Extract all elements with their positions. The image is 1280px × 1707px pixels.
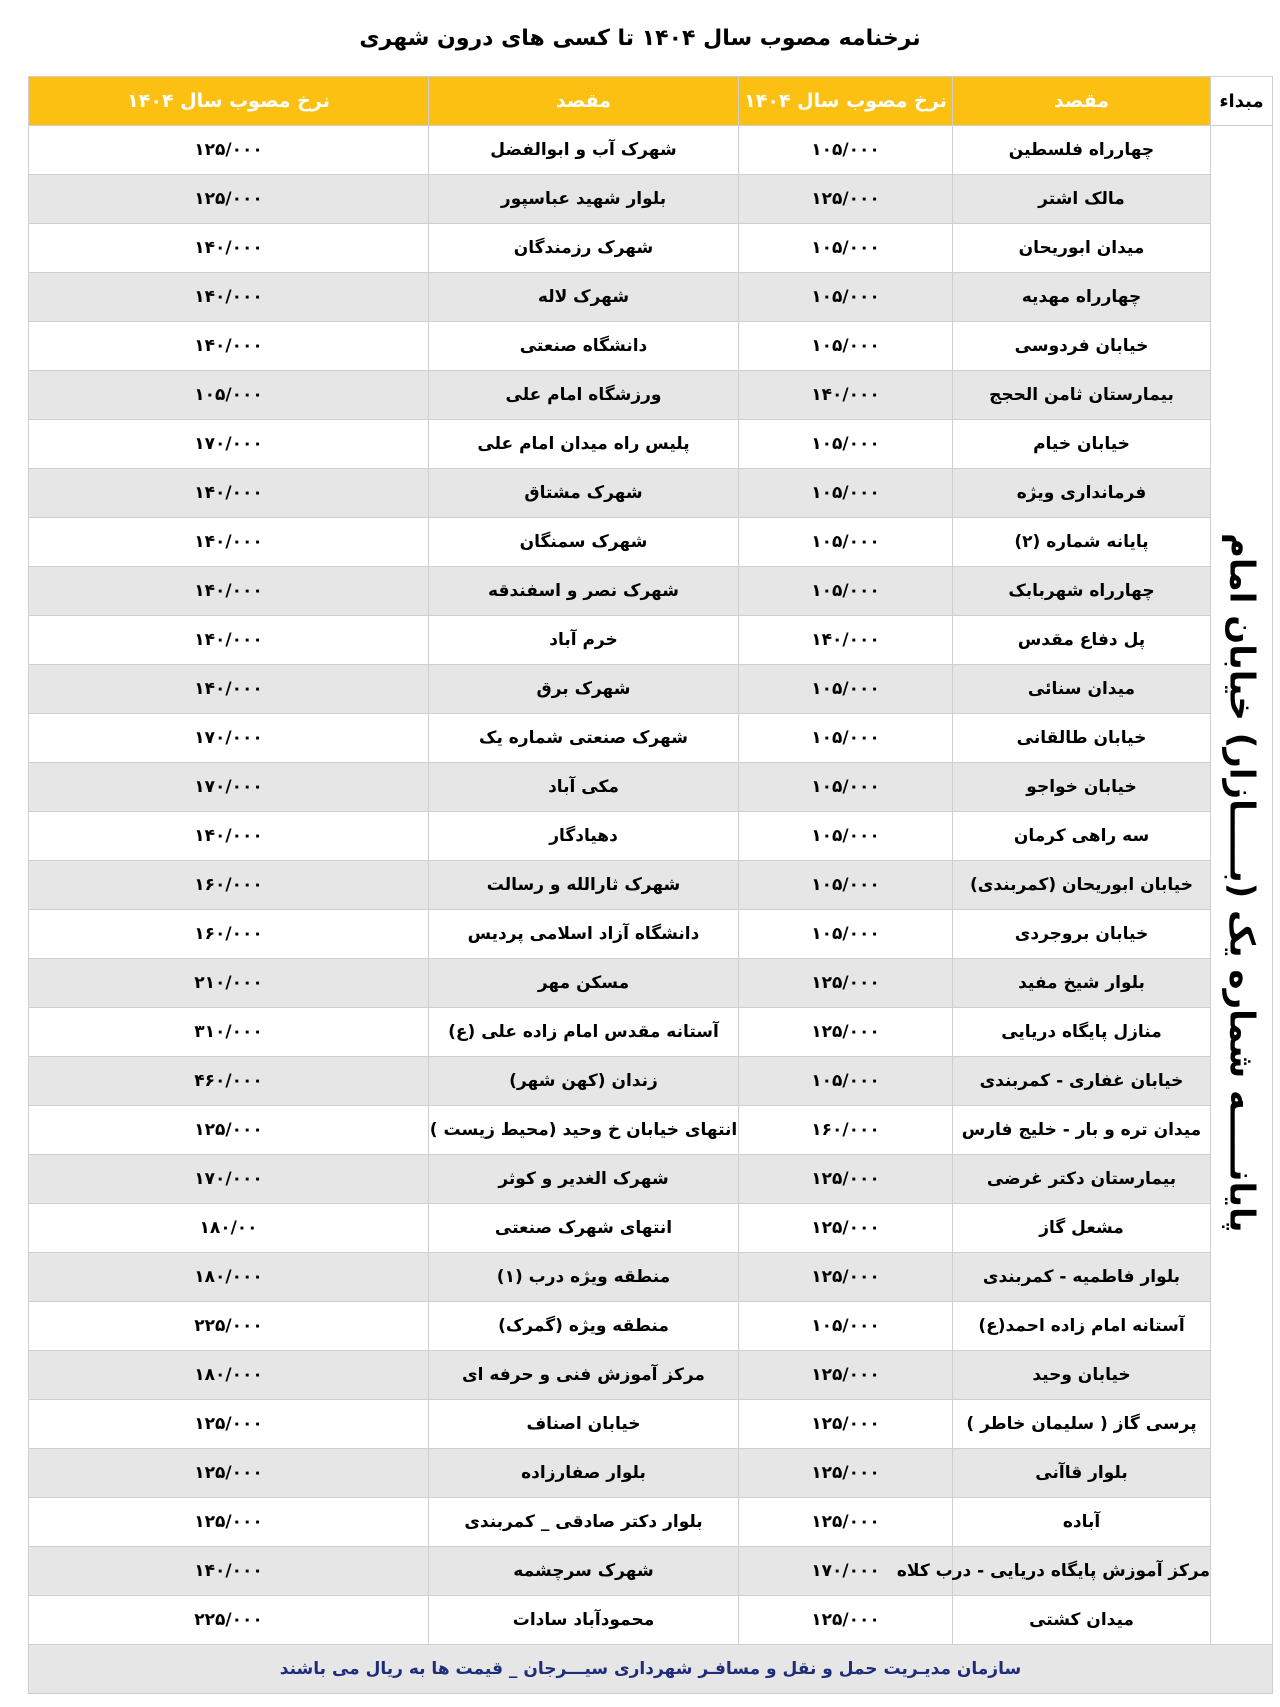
fare-cell: ۱۲۵/۰۰۰ xyxy=(739,959,953,1008)
destination-cell: بلوار فاطمیه - کمربندی xyxy=(953,1253,1211,1302)
destination-cell: مکی آباد xyxy=(429,763,739,812)
fare-cell: ۱۲۵/۰۰۰ xyxy=(29,1449,429,1498)
table-row xyxy=(29,371,1273,420)
fare-cell: ۱۰۵/۰۰۰ xyxy=(739,567,953,616)
table-row xyxy=(29,1400,1273,1449)
fare-cell: ۲۲۵/۰۰۰ xyxy=(29,1596,429,1645)
destination-cell: چهارراه شهربابک xyxy=(953,567,1211,616)
destination-cell: بلوار قاآنی xyxy=(953,1449,1211,1498)
fare-cell: ۱۷۰/۰۰۰ xyxy=(29,1155,429,1204)
destination-cell: خیابان وحید xyxy=(953,1351,1211,1400)
destination-cell: شهرک رزمندگان xyxy=(429,224,739,273)
destination-cell: منطقه ویژه (گمرک) xyxy=(429,1302,739,1351)
fare-cell: ۱۲۵/۰۰۰ xyxy=(29,1498,429,1547)
destination-cell: دانشگاه آزاد اسلامی پردیس xyxy=(429,910,739,959)
destination-cell: میدان سنائی xyxy=(953,665,1211,714)
fare-cell: ۱۲۵/۰۰۰ xyxy=(29,1106,429,1155)
fare-cell: ۱۰۵/۰۰۰ xyxy=(739,273,953,322)
destination-cell: شهرک صنعتی شماره یک xyxy=(429,714,739,763)
destination-cell: شهرک مشتاق xyxy=(429,469,739,518)
fare-cell: ۱۴۰/۰۰۰ xyxy=(29,567,429,616)
fare-header-2: نرخ مصوب سال ۱۴۰۴ xyxy=(29,77,429,126)
fare-cell: ۱۰۵/۰۰۰ xyxy=(739,861,953,910)
table-row xyxy=(29,1253,1273,1302)
table-row xyxy=(29,616,1273,665)
destination-cell: پایانه شماره (۲) xyxy=(953,518,1211,567)
destination-cell: خیابان غفاری - کمربندی xyxy=(953,1057,1211,1106)
table-row xyxy=(29,1498,1273,1547)
fare-cell: ۱۰۵/۰۰۰ xyxy=(739,322,953,371)
fare-cell: ۱۲۵/۰۰۰ xyxy=(739,1204,953,1253)
fare-cell: ۴۶۰/۰۰۰ xyxy=(29,1057,429,1106)
table-row xyxy=(29,1547,1273,1596)
fare-cell: ۱۲۵/۰۰۰ xyxy=(739,1596,953,1645)
fare-cell: ۱۴۰/۰۰۰ xyxy=(29,322,429,371)
destination-cell: بلوار دکتر صادقی _ کمربندی xyxy=(429,1498,739,1547)
fare-cell: ۱۴۰/۰۰۰ xyxy=(739,371,953,420)
fare-cell: ۱۶۰/۰۰۰ xyxy=(29,910,429,959)
table-row xyxy=(29,1449,1273,1498)
fare-cell: ۱۴۰/۰۰۰ xyxy=(29,224,429,273)
fare-cell: ۱۷۰/۰۰۰ xyxy=(29,763,429,812)
table-row xyxy=(29,224,1273,273)
destination-cell: بلوار صفارزاده xyxy=(429,1449,739,1498)
fare-cell: ۱۶۰/۰۰۰ xyxy=(29,861,429,910)
destination-cell: پلیس راه میدان امام علی xyxy=(429,420,739,469)
table-row xyxy=(29,714,1273,763)
destination-cell: خیابان طالقانی xyxy=(953,714,1211,763)
destination-cell: چهارراه مهدیه xyxy=(953,273,1211,322)
destination-cell: مالک اشتر xyxy=(953,175,1211,224)
destination-cell: مشعل گاز xyxy=(953,1204,1211,1253)
table-row xyxy=(29,322,1273,371)
fare-cell: ۱۲۵/۰۰۰ xyxy=(739,1351,953,1400)
table-row xyxy=(29,469,1273,518)
fare-cell: ۱۰۵/۰۰۰ xyxy=(739,224,953,273)
destination-cell: بیمارستان ثامن الحجج xyxy=(953,371,1211,420)
fare-cell: ۱۲۵/۰۰۰ xyxy=(739,1253,953,1302)
fare-cell: ۱۷۰/۰۰۰ xyxy=(29,420,429,469)
destination-cell: دانشگاه صنعتی xyxy=(429,322,739,371)
fare-cell: ۱۰۵/۰۰۰ xyxy=(739,1302,953,1351)
destination-cell: آباده xyxy=(953,1498,1211,1547)
fare-cell: ۱۲۵/۰۰۰ xyxy=(739,1155,953,1204)
fare-cell: ۱۸۰/۰۰ xyxy=(29,1204,429,1253)
destination-cell: بلوار شیخ مفید xyxy=(953,959,1211,1008)
fare-cell: ۱۴۰/۰۰۰ xyxy=(29,812,429,861)
fare-cell: ۲۱۰/۰۰۰ xyxy=(29,959,429,1008)
destination-cell: پل دفاع مقدس xyxy=(953,616,1211,665)
destination-cell: فرمانداری ویژه xyxy=(953,469,1211,518)
destination-cell: خرم آباد xyxy=(429,616,739,665)
table-row xyxy=(29,910,1273,959)
fare-cell: ۱۰۵/۰۰۰ xyxy=(739,469,953,518)
fare-cell: ۱۸۰/۰۰۰ xyxy=(29,1253,429,1302)
fare-cell: ۱۰۵/۰۰۰ xyxy=(739,420,953,469)
fare-cell: ۱۴۰/۰۰۰ xyxy=(29,1547,429,1596)
fare-table-body xyxy=(29,126,1273,1645)
origin-label: پایانـــــه شماره یک (بـــــازار) خیابان امام xyxy=(1221,532,1262,1233)
fare-cell: ۲۲۵/۰۰۰ xyxy=(29,1302,429,1351)
destination-header-2: مقصد xyxy=(429,77,739,126)
fare-cell: ۱۰۵/۰۰۰ xyxy=(739,126,953,175)
fare-cell: ۳۱۰/۰۰۰ xyxy=(29,1008,429,1057)
destination-cell: ورزشگاه امام علی xyxy=(429,371,739,420)
destination-cell: بیمارستان دکتر غرضی xyxy=(953,1155,1211,1204)
fare-cell: ۱۰۵/۰۰۰ xyxy=(739,763,953,812)
table-row xyxy=(29,1106,1273,1155)
destination-cell: خیابان فردوسی xyxy=(953,322,1211,371)
fare-cell: ۱۴۰/۰۰۰ xyxy=(29,518,429,567)
footer-note: سازمان مدیـریت حمل و نقل و مسافـر شهرداری سیـــرجان _ قیمت ها به ریال می باشند xyxy=(29,1645,1273,1694)
destination-cell: انتهای شهرک صنعتی xyxy=(429,1204,739,1253)
destination-cell: چهارراه فلسطین xyxy=(953,126,1211,175)
destination-cell: انتهای خیابان خ وحید (محیط زیست ) xyxy=(429,1106,739,1155)
fare-cell: ۱۲۵/۰۰۰ xyxy=(29,126,429,175)
table-row xyxy=(29,763,1273,812)
destination-header-1: مقصد xyxy=(953,77,1211,126)
destination-cell: پرسی گاز ( سلیمان خاطر ) xyxy=(953,1400,1211,1449)
destination-cell: مرکز آموزش فنی و حرفه ای xyxy=(429,1351,739,1400)
fare-cell: ۱۰۵/۰۰۰ xyxy=(739,1057,953,1106)
destination-cell: شهرک ثارالله و رسالت xyxy=(429,861,739,910)
table-row xyxy=(29,273,1273,322)
table-row xyxy=(29,420,1273,469)
fare-cell: ۱۷۰/۰۰۰ xyxy=(29,714,429,763)
destination-cell: منازل پایگاه دریایی xyxy=(953,1008,1211,1057)
fare-cell: ۱۴۰/۰۰۰ xyxy=(29,273,429,322)
fare-cell: ۱۰۵/۰۰۰ xyxy=(739,714,953,763)
table-row xyxy=(29,1155,1273,1204)
fare-cell: ۱۴۰/۰۰۰ xyxy=(29,616,429,665)
fare-cell: ۱۲۵/۰۰۰ xyxy=(739,1008,953,1057)
fare-cell: ۱۰۵/۰۰۰ xyxy=(739,518,953,567)
fare-cell: ۱۲۵/۰۰۰ xyxy=(739,175,953,224)
destination-cell: آستانه مقدس امام زاده علی (ع) xyxy=(429,1008,739,1057)
destination-cell: خیابان اصناف xyxy=(429,1400,739,1449)
fare-table xyxy=(28,76,1273,1694)
destination-cell: خیابان ابوریحان (کمربندی) xyxy=(953,861,1211,910)
fare-cell: ۱۴۰/۰۰۰ xyxy=(29,469,429,518)
fare-cell: ۱۰۵/۰۰۰ xyxy=(739,910,953,959)
table-row xyxy=(29,665,1273,714)
destination-cell: منطقه ویژه درب (۱) xyxy=(429,1253,739,1302)
destination-cell: شهرک لاله xyxy=(429,273,739,322)
destination-cell: محمودآباد سادات xyxy=(429,1596,739,1645)
table-row xyxy=(29,126,1273,175)
destination-cell: شهرک الغدیر و کوثر xyxy=(429,1155,739,1204)
fare-cell: ۱۸۰/۰۰۰ xyxy=(29,1351,429,1400)
table-row xyxy=(29,518,1273,567)
destination-cell: شهرک آب و ابوالفضل xyxy=(429,126,739,175)
destination-cell: خیابان بروجردی xyxy=(953,910,1211,959)
destination-cell: خیابان خواجو xyxy=(953,763,1211,812)
fare-cell: ۱۲۵/۰۰۰ xyxy=(29,175,429,224)
destination-cell: میدان کشتی xyxy=(953,1596,1211,1645)
destination-cell: شهرک سرچشمه xyxy=(429,1547,739,1596)
table-header-row xyxy=(29,77,1273,126)
table-row xyxy=(29,1008,1273,1057)
destination-cell: مرکز آموزش پایگاه دریایی - درب کلاه xyxy=(953,1547,1211,1596)
fare-cell: ۱۲۵/۰۰۰ xyxy=(739,1449,953,1498)
table-row xyxy=(29,1204,1273,1253)
destination-cell: میدان ابوریحان xyxy=(953,224,1211,273)
fare-cell: ۱۰۵/۰۰۰ xyxy=(29,371,429,420)
destination-cell: شهرک نصر و اسفندقه xyxy=(429,567,739,616)
destination-cell: مسکن مهر xyxy=(429,959,739,1008)
fare-cell: ۱۴۰/۰۰۰ xyxy=(29,665,429,714)
page-title: نرخنامه مصوب سال ۱۴۰۴ تا کسی های درون شهری xyxy=(359,26,921,51)
footer-row xyxy=(29,1645,1273,1694)
fare-cell: ۱۲۵/۰۰۰ xyxy=(739,1498,953,1547)
fare-cell: ۱۰۵/۰۰۰ xyxy=(739,812,953,861)
fare-cell: ۱۷۰/۰۰۰ xyxy=(739,1547,953,1596)
destination-cell: شهرک برق xyxy=(429,665,739,714)
table-row xyxy=(29,1057,1273,1106)
destination-cell: بلوار شهید عباسپور xyxy=(429,175,739,224)
fare-cell: ۱۶۰/۰۰۰ xyxy=(739,1106,953,1155)
destination-cell: سه راهی کرمان xyxy=(953,812,1211,861)
fare-cell: ۱۰۵/۰۰۰ xyxy=(739,665,953,714)
destination-cell: میدان تره و بار - خلیج فارس xyxy=(953,1106,1211,1155)
fare-cell: ۱۲۵/۰۰۰ xyxy=(29,1400,429,1449)
table-row xyxy=(29,861,1273,910)
table-row xyxy=(29,1351,1273,1400)
fare-cell: ۱۴۰/۰۰۰ xyxy=(739,616,953,665)
fare-cell: ۱۲۵/۰۰۰ xyxy=(739,1400,953,1449)
destination-cell: دهیادگار xyxy=(429,812,739,861)
origin-header: مبداء xyxy=(1211,77,1273,126)
destination-cell: شهرک سمنگان xyxy=(429,518,739,567)
origin-cell xyxy=(1211,126,1273,1645)
table-row xyxy=(29,1596,1273,1645)
table-row xyxy=(29,1302,1273,1351)
destination-cell: زندان (کهن شهر) xyxy=(429,1057,739,1106)
destination-cell: آستانه امام زاده احمد(ع) xyxy=(953,1302,1211,1351)
table-row xyxy=(29,812,1273,861)
destination-cell: خیابان خیام xyxy=(953,420,1211,469)
table-row xyxy=(29,567,1273,616)
table-row xyxy=(29,959,1273,1008)
fare-header-1: نرخ مصوب سال ۱۴۰۴ xyxy=(739,77,953,126)
table-row xyxy=(29,175,1273,224)
